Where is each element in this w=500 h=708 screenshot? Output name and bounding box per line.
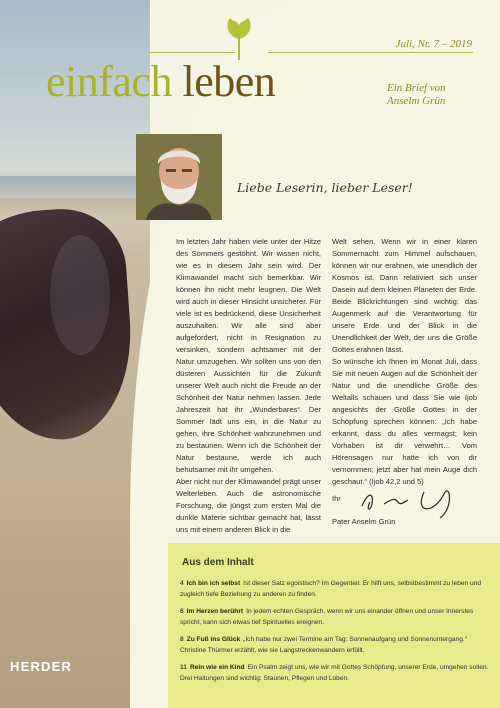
publisher-logo: HERDER (10, 659, 73, 674)
contents-page-number: 6 (180, 608, 184, 615)
contents-heading: Zu Fuß ins Glück (186, 636, 241, 643)
masthead-title (46, 57, 276, 106)
letter-column-1 (176, 236, 321, 536)
issue-label: Juli, Nr. 7 – 2019 (395, 38, 472, 50)
contents-heading: Ich bin ich selbst (186, 580, 241, 587)
tagline-line-1: Ein Brief von (387, 82, 446, 94)
contents-item[interactable] (180, 663, 490, 684)
contents-heading: Im Herzen berührt (186, 608, 244, 615)
letter-column-2 (332, 236, 477, 488)
handwritten-signature (354, 484, 474, 520)
contents-item[interactable] (180, 579, 490, 600)
contents-page-number: 8 (180, 636, 184, 643)
letter-greeting: Liebe Leserin, lieber Leser! (237, 180, 413, 195)
closing-word: Ihr (332, 494, 341, 503)
ginkgo-leaf-icon (224, 16, 254, 60)
title-word-leben: leben (182, 57, 276, 106)
contents-text: In jedem echten Gespräch, wenn wir uns einander öffnen und unser Innerstes spricht, kann sich etwas tief Spirituelles ereignen. (180, 608, 474, 626)
author-portrait (136, 134, 222, 220)
contents-page-number: 4 (180, 580, 184, 587)
contents-item[interactable] (180, 635, 490, 656)
contents-item[interactable] (180, 607, 490, 628)
signer-name: Pater Anselm Grün (332, 517, 396, 526)
contents-title: Aus dem Inhalt (182, 557, 254, 568)
title-word-einfach: einfach (46, 57, 172, 106)
contents-heading: Rein wie ein Kind (189, 664, 245, 671)
letter-paragraph: Welt sehen. Wenn wir in einer klaren Sommernacht zum Himmel aufschauen, können wir nur erahnen, wie unendlich der Kosmos ist. Dann relativiert sich unser Dasein auf dem kleinen Planeten der Erde. Beide Blickrichtungen sind wichtig: das Augenmerk auf die Verantwortung für unsere Erde und der Blick in die Unendlichkeit der Welt, der uns die Größe Gottes erahnen lässt. (332, 237, 477, 354)
contents-text: „Ich habe nur zwei Termine am Tag: Sonnenaufgang und Sonnenuntergang.“ Christine Thürmer erzählt, wie sie Langstreckenwandern erfüllt. (180, 636, 467, 654)
contents-page-number: 11 (180, 664, 187, 671)
contents-text: Ist dieser Satz egoistisch? Im Gegenteil: Er hilft uns, selbstbestimmt zu leben und zugleich tiefe Beziehung zu anderen zu finden. (180, 580, 482, 598)
divider-line (268, 52, 473, 53)
letter-paragraph: Im letzten Jahr haben viele unter der Hitze des Sommers gestöhnt. Wir wissen nicht, wie es in diesem Jahr sein wird. Der Klimawandel macht sich bemerkbar. Wir können ihn nicht mehr leugnen. Die Welt wird auch in dieser Hinsicht unsicherer. Für viele ist es bedrückend, diese Unsicherheit auszuhalten. Wir alle sind aber aufgefordert, nicht in Resignation zu versinken, sondern achtsamer mit der Natur umzugehen. Wir sollten uns von den düsteren Aussichten für die Zukunft unserer Welt auch nicht die Freude an der Schönheit der Natur nehmen lassen. Jede Jahreszeit hat ihr „Wunderbares“. Der Sommer lädt uns ein, in die Natur zu gehen, ihre Schönheit wahrzunehmen und zu bestaunen. Wenn ich die Schönheit der Natur bestaune, werde ich auch behutsamer mit ihr umgehen. (176, 237, 321, 474)
letter-paragraph: So wünsche ich Ihnen im Monat Juli, dass Sie mit neuen Augen auf die Schönheit der Natur und die unendliche Größe des Weltalls schauen und dass Sie wie Ijob angesichts der Größe Gottes in der Schöpfung sprechen können: „Ich habe erkannt, dass du alles vermagst; kein Vorhaben ist dir verwehrt… Vom Hörensagen nur hatte ich von dir vernommen; jetzt aber hat mein Auge dich geschaut.“ (Ijob 42,2 und 5) (332, 357, 477, 486)
tagline (387, 82, 446, 108)
divider-line (150, 52, 235, 53)
contents-box (168, 543, 500, 708)
letter-paragraph: Aber nicht nur der Klimawandel prägt unser Welterleben. Auch die astronomische Forschung, die jüngst zum ersten Mal die dunkle Materie sichtbar gemacht hat, lässt uns mit einem anderen Blick in die (176, 477, 321, 534)
contents-text: Ein Psalm zeigt uns, wie wir mit Gottes Schöpfung, unserer Erde, umgehen sollen. Drei Haltungen sind wichtig: Staunen, Pflegen und Loben. (180, 664, 489, 682)
beach-photo (0, 0, 150, 708)
tagline-line-2: Anselm Grün (387, 95, 446, 107)
